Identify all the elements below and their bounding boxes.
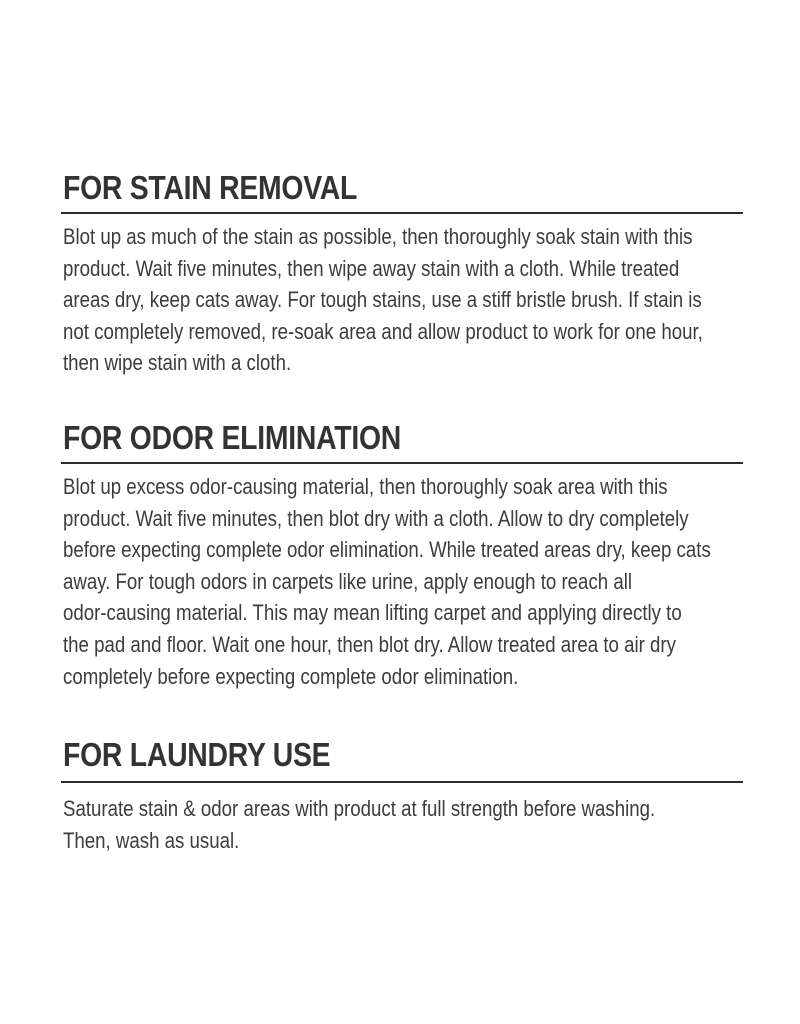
laundry-use-section bbox=[63, 735, 743, 856]
laundry-use-heading: FOR LAUNDRY USE bbox=[63, 736, 331, 773]
instruction-line: odor-causing material. This may mean lifting carpet and applying directly to bbox=[63, 600, 682, 626]
instruction-line: Saturate stain & odor areas with product at full strength before washing. bbox=[63, 796, 656, 821]
instruction-line: not completely removed, re-soak area and allow product to work for one hour, bbox=[63, 318, 703, 344]
instruction-line: Blot up as much of the stain as possible, then thoroughly soak stain with this bbox=[63, 224, 693, 249]
instruction-line: away. For tough odors in carpets like urine, apply enough to reach all bbox=[63, 568, 632, 594]
instruction-line: product. Wait five minutes, then blot dry with a cloth. Allow to dry completely bbox=[63, 505, 689, 531]
odor-elimination-instructions bbox=[63, 471, 750, 692]
stain-removal-heading: FOR STAIN REMOVAL bbox=[63, 169, 358, 206]
odor-elimination-heading: FOR ODOR ELIMINATION bbox=[63, 419, 402, 456]
stain-removal-instructions bbox=[63, 221, 750, 379]
instruction-line: before expecting complete odor elimination. While treated areas dry, keep cats bbox=[63, 537, 711, 563]
section-divider bbox=[61, 462, 743, 464]
instruction-line: product. Wait five minutes, then wipe away stain with a cloth. While treated bbox=[63, 255, 680, 281]
instruction-line: Then, wash as usual. bbox=[63, 827, 240, 853]
instruction-line: areas dry, keep cats away. For tough stains, use a stiff bristle brush. If stain is bbox=[63, 287, 702, 313]
odor-elimination-section bbox=[63, 418, 743, 692]
stain-removal-section bbox=[63, 168, 743, 379]
instruction-line: completely before expecting complete odor elimination. bbox=[63, 663, 519, 689]
instruction-line: Blot up excess odor-causing material, then thoroughly soak area with this bbox=[63, 474, 668, 499]
instruction-line: the pad and floor. Wait one hour, then blot dry. Allow treated area to air dry bbox=[63, 631, 676, 657]
section-divider bbox=[61, 781, 743, 783]
section-divider bbox=[61, 212, 743, 214]
laundry-use-instructions bbox=[63, 793, 750, 856]
instruction-line: then wipe stain with a cloth. bbox=[63, 350, 292, 376]
